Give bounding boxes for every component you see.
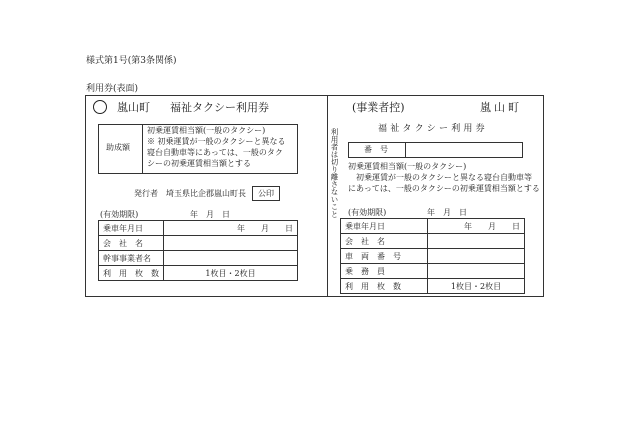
subsidy-divider (142, 124, 143, 174)
ride-date-field: 年 月 日 (428, 219, 525, 234)
table-row (99, 221, 298, 236)
row-label: 車 両 番 号 (341, 249, 428, 264)
table-row (341, 219, 525, 234)
row-label: 会 社 名 (99, 236, 164, 251)
form-number: 様式第1号(第3条関係) (86, 56, 177, 66)
row-label: 会 社 名 (341, 234, 428, 249)
vehicle-number-field (428, 249, 525, 264)
subsidy-line: シーの初乗運賃相当額とする (147, 159, 251, 168)
right-desc-line: にあっては、一般のタクシーの初乗運賃相当額とする (348, 184, 540, 193)
right-info-table (340, 218, 525, 294)
circle-mark-icon (93, 100, 107, 114)
row-label: 乗車年月日 (341, 219, 428, 234)
stub-label: (事業者控) (352, 101, 405, 114)
number-divider (405, 142, 406, 158)
official-seal: 公印 (252, 186, 280, 201)
right-town: 嵐山町 (480, 101, 522, 114)
subsidy-line: 初乗運賃相当額(一般のタクシー) (147, 126, 266, 135)
row-label: 乗 務 員 (341, 264, 428, 279)
left-title-town: 嵐山町 (117, 101, 150, 114)
ride-date-field: 年 月 日 (164, 221, 298, 236)
ticket-count-field: 1枚目・2枚目 (164, 266, 298, 281)
subsidy-label: 助成額 (106, 143, 130, 152)
right-desc-line: 初乗運賃相当額(一般のタクシー) (348, 162, 467, 171)
table-row (99, 236, 298, 251)
left-info-table (98, 220, 298, 281)
right-title: 福祉タクシー利用券 (378, 124, 488, 134)
ticket-count-field: 1枚目・2枚目 (428, 279, 525, 294)
managing-operator-field (164, 251, 298, 266)
right-desc-line: 初乗運賃が一般のタクシーと異なる寝台自動車等 (356, 173, 532, 182)
issuer: 発行者 埼玉県比企郡嵐山町長 (134, 189, 246, 198)
row-label: 利 用 枚 数 (99, 266, 164, 281)
driver-field (428, 264, 525, 279)
right-validity-date: 年 月 日 (427, 208, 467, 217)
right-validity-label: (有効期限) (348, 208, 387, 217)
left-title-name: 福祉タクシー利用券 (170, 101, 269, 114)
do-not-detach-note: 利用者は切り離さないこと (330, 128, 339, 218)
row-label: 利 用 枚 数 (341, 279, 428, 294)
table-row (341, 234, 525, 249)
table-row (341, 264, 525, 279)
row-label: 乗車年月日 (99, 221, 164, 236)
left-validity-date: 年 月 日 (190, 210, 230, 219)
number-label: 番 号 (364, 145, 388, 154)
row-label: 幹事事業者名 (99, 251, 164, 266)
table-row (341, 279, 525, 294)
subsidy-line: ※ 初乗運賃が一般のタクシーと異なる (147, 137, 286, 146)
table-row (341, 249, 525, 264)
table-row (99, 251, 298, 266)
section-label: 利用券(表面) (86, 84, 139, 94)
left-validity-label: (有効期限) (100, 210, 139, 219)
company-name-field (428, 234, 525, 249)
table-row (99, 266, 298, 281)
company-name-field (164, 236, 298, 251)
subsidy-line: 寝台自動車等にあっては、一般のタク (147, 148, 283, 157)
